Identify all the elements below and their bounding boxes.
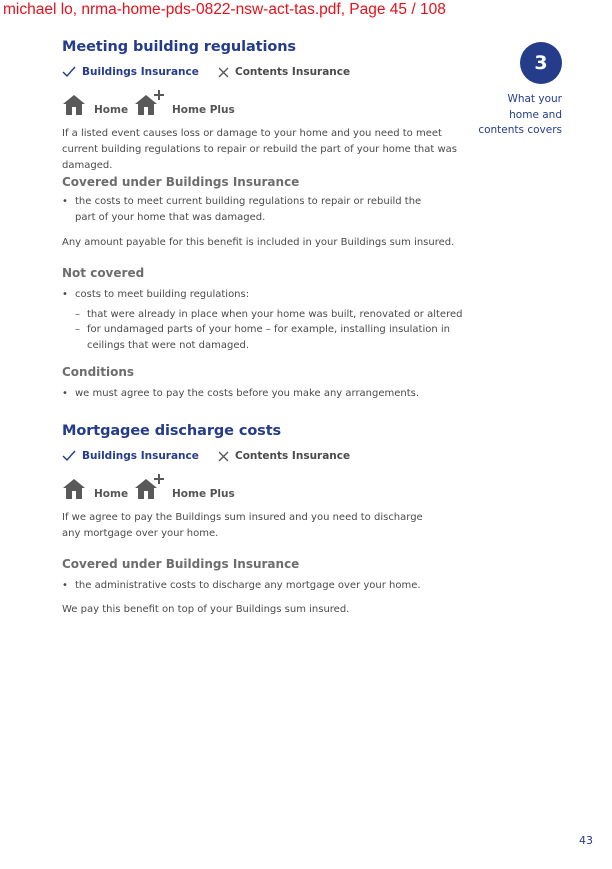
sub-list-item: – that were already in place when your home was built, renovated or altered <box>75 307 465 323</box>
list-item: • the administrative costs to discharge any mortgage over your home. <box>62 578 452 594</box>
page-number: 43 <box>579 834 593 847</box>
cover-included-label: Buildings Insurance <box>82 450 199 462</box>
subheading-not-covered: Not covered <box>62 266 145 280</box>
product-home-plus-label: Home Plus <box>172 488 235 500</box>
cover-excluded-label: Contents Insurance <box>235 450 351 462</box>
bullet-icon: • <box>62 196 68 207</box>
checkmark-icon <box>62 450 76 462</box>
house-icon <box>62 478 86 500</box>
product-row <box>62 474 362 500</box>
section-title-building-regulations: Meeting building regulations <box>62 39 296 55</box>
list-item: • costs to meet building regulations: <box>62 287 452 303</box>
cover-excluded <box>218 450 350 462</box>
product-home <box>62 478 128 500</box>
cover-type-row <box>62 66 462 82</box>
checkmark-icon <box>62 66 76 78</box>
chapter-label: What your home and contents covers <box>478 93 562 136</box>
subheading-conditions: Conditions <box>62 365 135 379</box>
product-home-label: Home <box>94 488 129 500</box>
subheading-covered: Covered under Buildings Insurance <box>62 557 300 571</box>
product-home-plus <box>134 474 235 500</box>
product-row <box>62 90 362 116</box>
sub-list-item: – for undamaged parts of your home – for example, installing insulation in ceilings that were not damaged. <box>75 324 450 351</box>
cover-type-row <box>62 450 462 466</box>
section-intro: If we agree to pay the Buildings sum insured and you need to discharge any mortgage over your home. <box>62 512 423 539</box>
cross-icon <box>218 451 229 462</box>
cover-excluded <box>218 66 350 78</box>
section-intro: If a listed event causes loss or damage to your home and you need to meet current building regulations to repair or rebuild the part of your home that was damaged. <box>62 128 457 171</box>
product-home-plus <box>134 90 235 116</box>
document-header-banner: michael lo, nrma-home-pds-0822-nsw-act-tas.pdf, Page 45 / 108 <box>3 1 446 18</box>
bullet-icon: • <box>62 289 68 300</box>
cover-excluded-label: Contents Insurance <box>235 66 351 78</box>
cross-icon <box>218 67 229 78</box>
bullet-icon: • <box>62 580 68 591</box>
list-item: • we must agree to pay the costs before you make any arrangements. <box>62 386 452 402</box>
house-plus-icon <box>134 474 164 500</box>
cover-included-label: Buildings Insurance <box>82 66 199 78</box>
product-home-label: Home <box>94 104 129 116</box>
covered-note: We pay this benefit on top of your Buildings sum insured. <box>62 604 350 615</box>
covered-note: Any amount payable for this benefit is included in your Buildings sum insured. <box>62 237 455 248</box>
list-item: • the costs to meet current building regulations to repair or rebuild the part of your home that was damaged. <box>62 196 422 223</box>
chapter-badge: 3 <box>520 42 562 84</box>
product-home <box>62 94 128 116</box>
bullet-icon: • <box>62 388 68 399</box>
section-title-mortgagee-discharge: Mortgagee discharge costs <box>62 423 282 439</box>
house-icon <box>62 94 86 116</box>
dash-icon: – <box>75 324 80 335</box>
product-home-plus-label: Home Plus <box>172 104 235 116</box>
house-plus-icon <box>134 90 164 116</box>
cover-included <box>62 66 199 78</box>
subheading-covered: Covered under Buildings Insurance <box>62 175 300 189</box>
cover-included <box>62 450 199 462</box>
dash-icon: – <box>75 309 80 320</box>
